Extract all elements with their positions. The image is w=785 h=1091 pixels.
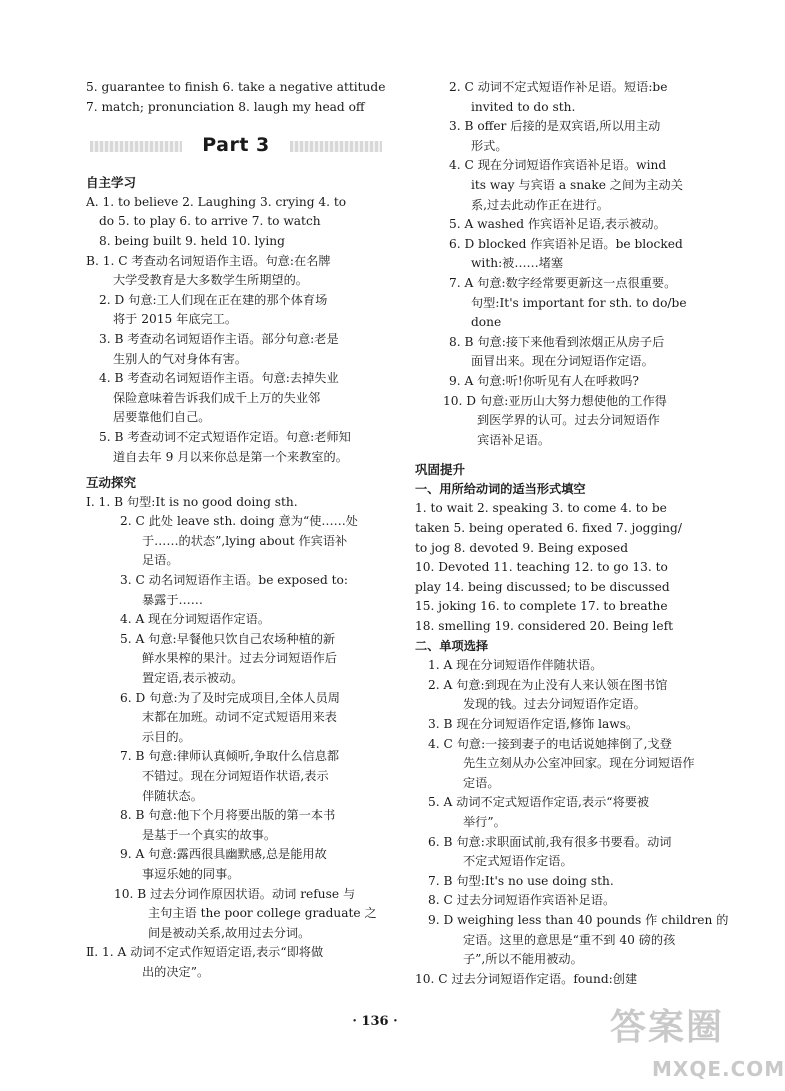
answer-line: 鲜水果榨的果汁。过去分词短语作后 bbox=[142, 651, 337, 666]
answer-line: 8. B 句意:他下个月将要出版的第一本书 bbox=[120, 808, 336, 823]
sub-heading: 一、用所给动词的适当形式填空 bbox=[415, 481, 586, 496]
right-column bbox=[415, 78, 729, 989]
answer-line: 2. C 此处 leave sth. doing 意为“使……处 bbox=[120, 514, 358, 529]
answer-line: 大学受教育是大多数学生所期望的。 bbox=[113, 273, 308, 288]
answer-line: 6. D blocked 作宾语补足语。be blocked bbox=[449, 236, 683, 251]
answer-line: 6. B 句意:求职面试前,我有很多书要看。动词 bbox=[428, 834, 672, 849]
answer-line: 不定式短语作定语。 bbox=[463, 854, 573, 869]
answer-line: 宾语补足语。 bbox=[477, 432, 551, 447]
answer-line: 10. C 过去分词短语作定语。found:创建 bbox=[415, 971, 638, 986]
answer-line: 保险意味着告诉我们成千上万的失业邻 bbox=[113, 390, 321, 405]
answer-line: 2. C 动词不定式短语作补足语。短语:be bbox=[449, 80, 668, 94]
answer-line: 事逗乐她的同事。 bbox=[142, 866, 240, 881]
answer-line: 15. joking 16. to complete 17. to breathe bbox=[415, 599, 668, 614]
answer-line: 不错过。现在分词短语作状语,表示 bbox=[142, 769, 329, 783]
answer-line: taken 5. being operated 6. fixed 7. jogging/ bbox=[415, 521, 682, 536]
decorative-bar bbox=[290, 141, 382, 152]
left-column bbox=[86, 78, 386, 983]
part-title-text: Part 3 bbox=[202, 134, 270, 157]
answer-line: 定语。这里的意思是“重不到 40 磅的孩 bbox=[463, 932, 676, 947]
answer-line: 生别人的气对身体有害。 bbox=[113, 351, 248, 366]
answer-line: 7. A 句意:数字经常要更新这一点很重要。 bbox=[449, 275, 677, 290]
answer-line: 足语。 bbox=[142, 553, 179, 568]
answer-line: 5. A washed 作宾语补足语,表示被动。 bbox=[449, 217, 666, 232]
answer-line: 5. A 句意:早餐他只饮自己农场种植的新 bbox=[120, 631, 336, 646]
answer-line: Ⅱ. 1. A 动词不定式作短语定语,表示“即将做 bbox=[86, 945, 324, 960]
answer-line: 1. A 现在分词短语作伴随状语。 bbox=[428, 658, 603, 673]
answer-line: A. 1. to believe 2. Laughing 3. crying 4. to bbox=[86, 194, 347, 209]
answer-line: 发现的钱。过去分词短语作定语。 bbox=[463, 697, 646, 712]
answer-line: 5. guarantee to finish 6. take a negative attitude bbox=[86, 80, 386, 94]
answer-line: 3. C 动名词短语作主语。be exposed to: bbox=[120, 573, 348, 588]
watermark-text: 答案圈 bbox=[610, 1007, 725, 1048]
answer-line: 是基于一个真实的故事。 bbox=[142, 827, 277, 842]
answer-line: 暴露于…… bbox=[142, 592, 203, 607]
answer-line: 间是被动关系,故用过去分词。 bbox=[148, 925, 311, 940]
answer-line: 将于 2015 年底完工。 bbox=[113, 312, 238, 327]
section-heading: 互动探究 bbox=[86, 475, 137, 491]
answer-line: 定语。 bbox=[463, 775, 500, 790]
answer-line: 4. C 现在分词短语作宾语补足语。wind bbox=[449, 158, 667, 173]
answer-line: 面冒出来。现在分词短语作定语。 bbox=[471, 354, 654, 369]
answer-line: done bbox=[471, 315, 502, 330]
watermark-logo bbox=[592, 1007, 785, 1086]
answer-line: 主句主语 the poor college graduate 之 bbox=[148, 906, 377, 921]
answer-line: 3. B 现在分词短语作定语,修饰 laws。 bbox=[428, 717, 639, 731]
sub-heading: 二、单项选择 bbox=[415, 638, 489, 653]
answer-line: its way 与宾语 a snake 之间为主动关 bbox=[471, 177, 683, 192]
answer-line: 10. B 过去分词作原因状语。动词 refuse 与 bbox=[114, 886, 356, 901]
answer-line: with:被……堵塞 bbox=[471, 256, 564, 271]
answer-line: 9. A 句意:听!你听见有人在呼救吗? bbox=[449, 373, 639, 388]
answer-line: 7. B 句型:It's no use doing sth. bbox=[428, 873, 614, 888]
answer-line: 先生立刻从办公室冲回家。现在分词短语作 bbox=[463, 756, 695, 771]
answer-line: 示目的。 bbox=[142, 729, 191, 744]
answer-line: 2. A 句意:到现在为止没有人来认领在图书馆 bbox=[428, 677, 668, 692]
answer-line: to jog 8. devoted 9. Being exposed bbox=[415, 540, 629, 555]
answer-line: 形式。 bbox=[471, 138, 508, 153]
answer-line: 10. D 句意:亚历山大努力想使他的工作得 bbox=[443, 393, 667, 408]
answer-line: 4. B 考查动名词短语作主语。句意:去掉失业 bbox=[99, 371, 339, 386]
answer-line: 8. C 过去分词短语作宾语补足语。 bbox=[428, 893, 616, 908]
answer-line: 4. C 句意:一接到妻子的电话说她摔倒了,戈登 bbox=[428, 736, 672, 751]
answer-line: 9. D weighing less than 40 pounds 作 children 的 bbox=[428, 912, 729, 927]
answer-line: 3. B 考查动名词短语作主语。部分句意:老是 bbox=[99, 331, 339, 346]
answer-line: 18. smelling 19. considered 20. Being left bbox=[415, 619, 674, 634]
watermark-url: MXQE.COM bbox=[652, 1057, 785, 1081]
section-heading: 巩固提升 bbox=[415, 462, 466, 478]
answer-line: 置定语,表示被动。 bbox=[142, 671, 244, 686]
answer-line: 伴随状态。 bbox=[142, 788, 203, 803]
answer-line: 7. match; pronunciation 8. laugh my head off bbox=[86, 99, 365, 114]
answer-line: 出的决定”。 bbox=[142, 964, 210, 979]
answer-line: 4. A 现在分词短语作定语。 bbox=[120, 612, 271, 627]
answer-line: B. 1. C 考查动名词短语作主语。句意:在名牌 bbox=[86, 253, 331, 268]
answer-line: 到医学界的认可。过去分词短语作 bbox=[477, 413, 660, 428]
answer-line: 于……的状态”,lying about 作宾语补 bbox=[142, 533, 348, 548]
answer-line: 5. A 动词不定式短语作定语,表示“将要被 bbox=[428, 795, 650, 810]
answer-line: 8. B 句意:接下来他看到浓烟正从房子后 bbox=[449, 334, 665, 349]
answer-line: 3. B offer 后接的是双宾语,所以用主动 bbox=[449, 119, 661, 134]
answer-line: 1. to wait 2. speaking 3. to come 4. to be bbox=[415, 501, 667, 516]
answer-line: play 14. being discussed; to be discussed bbox=[415, 579, 670, 594]
answer-line: Ⅰ. 1. B 句型:It is no good doing sth. bbox=[86, 494, 298, 509]
answer-line: 子”,所以不能用被动。 bbox=[463, 952, 583, 967]
section-heading: 自主学习 bbox=[86, 175, 137, 191]
page-number: · 136 · bbox=[352, 1014, 398, 1029]
answer-line: 2. D 句意:工人们现在正在建的那个体育场 bbox=[99, 292, 328, 307]
answer-line: 10. Devoted 11. teaching 12. to go 13. to bbox=[415, 560, 668, 575]
decorative-bar bbox=[90, 141, 182, 152]
answer-line: 居要靠他们自己。 bbox=[113, 410, 211, 425]
answer-line: 6. D 句意:为了及时完成项目,全体人员周 bbox=[120, 690, 340, 705]
answer-line: 7. B 句意:律师认真倾听,争取什么信息都 bbox=[120, 749, 340, 764]
answer-line: 举行”。 bbox=[463, 814, 506, 829]
answer-line: do 5. to play 6. to arrive 7. to watch bbox=[99, 214, 321, 229]
answer-line: 9. A 句意:露西很具幽默感,总是能用故 bbox=[120, 847, 327, 862]
answer-line: invited to do sth. bbox=[471, 99, 576, 114]
answer-line: 句型:It's important for sth. to do/be bbox=[471, 295, 687, 310]
answer-line: 末都在加班。动词不定式短语用来表 bbox=[142, 710, 337, 725]
answer-line: 8. being built 9. held 10. lying bbox=[99, 233, 285, 248]
answer-line: 系,过去此动作正在进行。 bbox=[471, 197, 609, 212]
answer-line: 道自去年 9 月以来你总是第一个来教室的。 bbox=[113, 449, 348, 464]
answer-line: 5. B 考查动词不定式短语作定语。句意:老师知 bbox=[99, 429, 351, 444]
part-title bbox=[86, 129, 386, 163]
